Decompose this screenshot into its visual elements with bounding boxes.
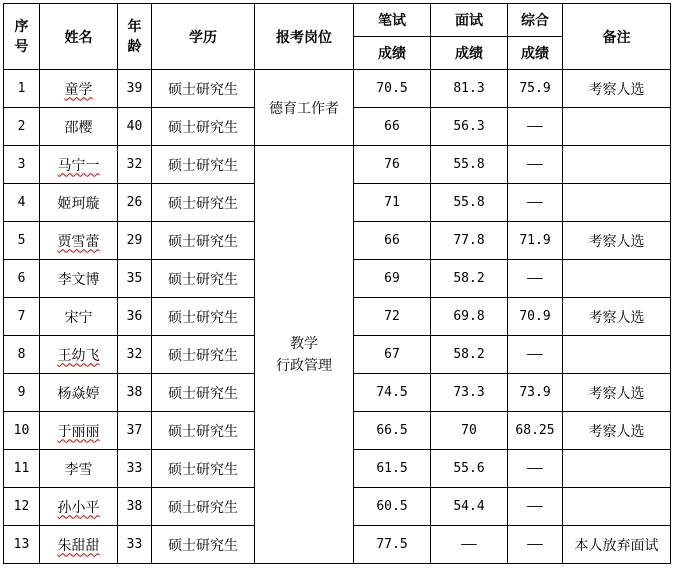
row-total-score: 75.9 [508,70,563,108]
row-name-cell [40,488,118,526]
row-remark: 考察人选 [563,412,671,450]
row-interview-score: 54.4 [431,488,508,526]
row-age: 35 [118,260,152,298]
row-total-score: —— [508,336,563,374]
row-remark: 考察人选 [563,298,671,336]
row-name-cell [40,108,118,146]
row-education: 硕士研究生 [152,146,255,184]
row-education: 硕士研究生 [152,222,255,260]
row-seq: 11 [4,450,40,488]
row-written-score: 60.5 [354,488,431,526]
row-name: 杨焱婷 [57,385,100,402]
row-interview-score: 55.8 [431,184,508,222]
header-written-score: 成绩 [354,37,431,70]
row-education: 硕士研究生 [152,526,255,564]
row-remark [563,108,671,146]
row-remark [563,184,671,222]
row-remark [563,450,671,488]
row-written-score: 61.5 [354,450,431,488]
row-name-cell [40,298,118,336]
row-total-score: —— [508,526,563,564]
row-name-cell [40,450,118,488]
header-post: 报考岗位 [255,4,354,70]
row-name-cell [40,146,118,184]
row-age: 33 [118,526,152,564]
header-education: 学历 [152,4,255,70]
row-written-score: 77.5 [354,526,431,564]
table-row [4,146,671,184]
row-total-score: —— [508,260,563,298]
row-name-cell [40,222,118,260]
row-interview-score: 70 [431,412,508,450]
row-name-cell [40,412,118,450]
row-name: 姬珂璇 [57,195,100,212]
row-age: 39 [118,70,152,108]
row-name: 邵樱 [64,119,93,136]
row-age: 33 [118,450,152,488]
row-total-score: —— [508,488,563,526]
row-name-cell [40,184,118,222]
post-cell-moral-education: 德育工作者 [255,70,354,146]
row-seq: 1 [4,70,40,108]
header-interview: 面试 [431,4,508,37]
row-written-score: 66 [354,108,431,146]
row-age: 36 [118,298,152,336]
row-education: 硕士研究生 [152,488,255,526]
row-written-score: 69 [354,260,431,298]
header-remark: 备注 [563,4,671,70]
header-row [4,4,671,37]
row-interview-score: 81.3 [431,70,508,108]
row-education: 硕士研究生 [152,298,255,336]
row-remark: 本人放弃面试 [563,526,671,564]
row-age: 26 [118,184,152,222]
row-total-score: —— [508,108,563,146]
row-age: 40 [118,108,152,146]
row-written-score: 71 [354,184,431,222]
header-total-score: 成绩 [508,37,563,70]
row-written-score: 66 [354,222,431,260]
row-name: 朱甜甜 [57,537,100,554]
row-seq: 3 [4,146,40,184]
row-interview-score: 73.3 [431,374,508,412]
row-total-score: 68.25 [508,412,563,450]
row-seq: 4 [4,184,40,222]
row-seq: 5 [4,222,40,260]
row-remark: 考察人选 [563,70,671,108]
row-education: 硕士研究生 [152,70,255,108]
header-age: 年 龄 [118,4,152,70]
table-row [4,70,671,108]
row-education: 硕士研究生 [152,336,255,374]
row-written-score: 66.5 [354,412,431,450]
row-total-score: 73.9 [508,374,563,412]
row-name: 李雪 [64,461,93,478]
post-line-2: 行政管理 [276,357,332,374]
header-name: 姓名 [40,4,118,70]
row-written-score: 72 [354,298,431,336]
row-total-score: —— [508,450,563,488]
row-name-cell [40,374,118,412]
row-interview-score: 58.2 [431,260,508,298]
table-body [4,70,671,564]
row-seq: 6 [4,260,40,298]
row-name: 贾雪蕾 [57,233,100,250]
header-seq: 序 号 [4,4,40,70]
post-line-1: 教学 [290,335,318,352]
row-written-score: 67 [354,336,431,374]
row-total-score: 70.9 [508,298,563,336]
header-total: 综合 [508,4,563,37]
row-interview-score: 69.8 [431,298,508,336]
header-interview-score: 成绩 [431,37,508,70]
row-age: 29 [118,222,152,260]
row-name: 李文博 [57,271,100,288]
row-seq: 12 [4,488,40,526]
row-name: 宋宁 [64,309,93,326]
row-interview-score: 55.6 [431,450,508,488]
row-age: 38 [118,488,152,526]
row-age: 32 [118,146,152,184]
row-name: 孙小平 [57,499,100,516]
row-total-score: —— [508,146,563,184]
row-remark [563,146,671,184]
row-name: 马宁一 [57,157,100,174]
row-remark: 考察人选 [563,374,671,412]
row-seq: 13 [4,526,40,564]
row-interview-score: 56.3 [431,108,508,146]
row-seq: 8 [4,336,40,374]
row-name-cell [40,526,118,564]
row-total-score: —— [508,184,563,222]
row-seq: 10 [4,412,40,450]
row-interview-score: —— [431,526,508,564]
row-seq: 9 [4,374,40,412]
row-interview-score: 77.8 [431,222,508,260]
row-remark [563,336,671,374]
row-remark [563,488,671,526]
header-written: 笔试 [354,4,431,37]
row-age: 32 [118,336,152,374]
score-table [3,3,671,564]
row-written-score: 74.5 [354,374,431,412]
row-remark [563,260,671,298]
row-name-cell [40,70,118,108]
row-name: 王幼飞 [57,347,100,364]
row-remark: 考察人选 [563,222,671,260]
row-age: 37 [118,412,152,450]
row-name-cell [40,336,118,374]
row-name-cell [40,260,118,298]
row-education: 硕士研究生 [152,260,255,298]
row-seq: 7 [4,298,40,336]
row-name: 于丽丽 [57,423,100,440]
row-education: 硕士研究生 [152,412,255,450]
row-age: 38 [118,374,152,412]
row-education: 硕士研究生 [152,184,255,222]
row-total-score: 71.9 [508,222,563,260]
row-interview-score: 58.2 [431,336,508,374]
row-seq: 2 [4,108,40,146]
row-name: 童学 [64,81,93,98]
post-cell-teaching-admin [255,146,354,564]
row-interview-score: 55.8 [431,146,508,184]
row-written-score: 76 [354,146,431,184]
row-written-score: 70.5 [354,70,431,108]
row-education: 硕士研究生 [152,374,255,412]
row-education: 硕士研究生 [152,108,255,146]
row-education: 硕士研究生 [152,450,255,488]
